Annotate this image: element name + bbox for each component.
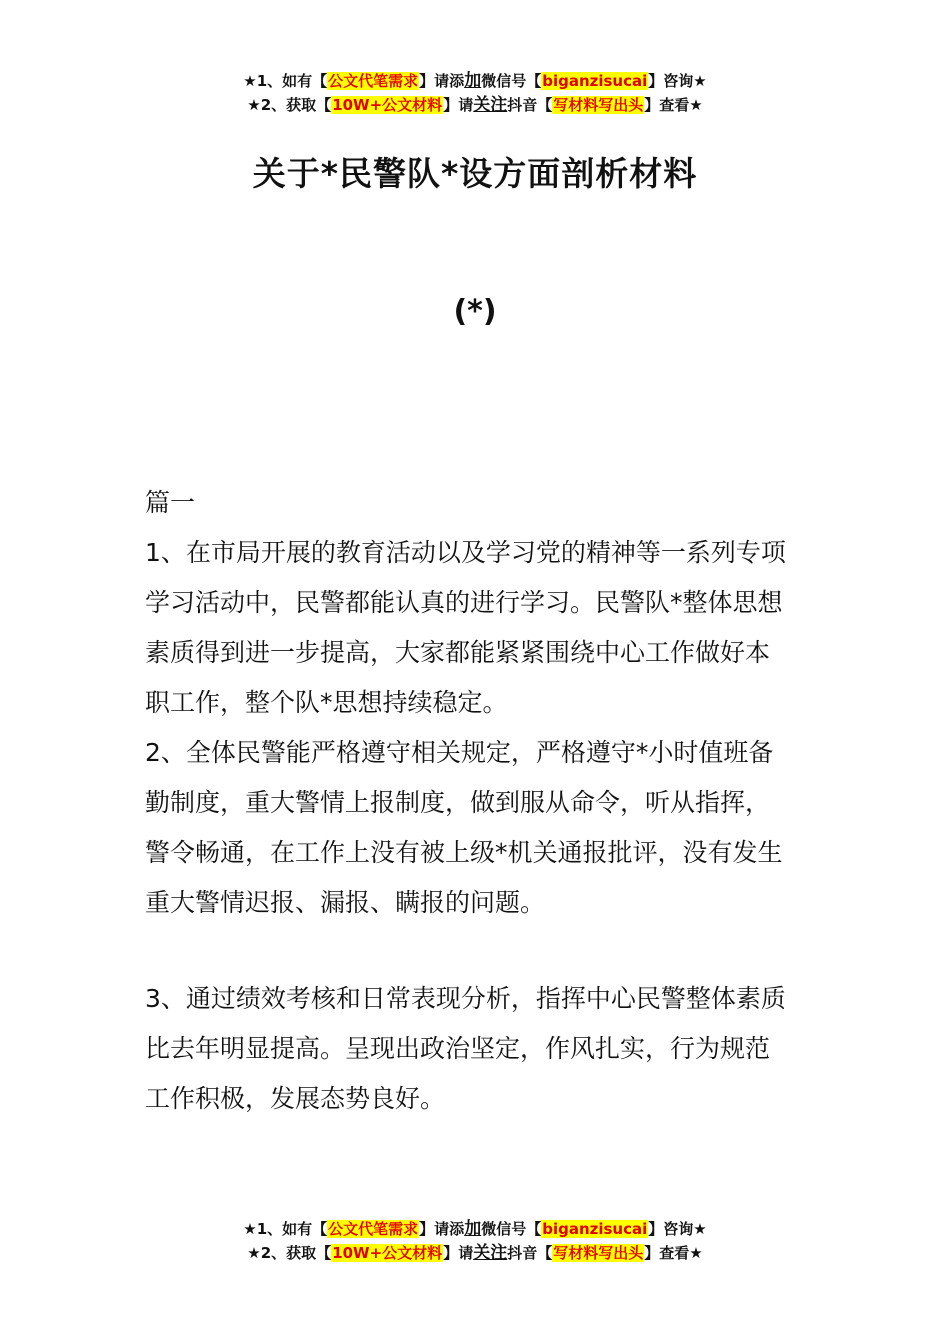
banner-text: ★2、获取【	[247, 1244, 332, 1262]
footer-banner	[0, 1217, 950, 1265]
banner-line-2	[0, 93, 950, 117]
banner-text: 微信号【	[481, 1220, 542, 1238]
highlight-wechat-id: biganzisucai	[542, 72, 648, 90]
paragraph-line: 1、在市局开展的教育活动以及学习党的精神等一系列专项	[145, 538, 786, 567]
document-title: 关于*民警队*设方面剖析材料	[252, 154, 698, 193]
paragraph-line: 学习活动中，民警都能认真的进行学习。民警队*整体思想	[145, 588, 783, 617]
banner-line-2	[0, 1241, 950, 1265]
banner-line-1	[0, 1217, 950, 1241]
paragraph-line: 职工作，整个队*思想持续稳定。	[145, 688, 508, 717]
banner-text: ★1、如有【	[243, 1220, 328, 1238]
header-banner	[0, 69, 950, 117]
banner-text: 抖音【	[507, 1244, 553, 1262]
banner-underlined-text: 关注	[473, 95, 508, 115]
banner-underlined-text: 加	[464, 1219, 482, 1239]
banner-text: 】请	[443, 96, 474, 114]
highlight-materials: 10W+公文材料	[332, 1244, 443, 1262]
banner-underlined-text: 加	[464, 71, 482, 91]
highlight-ghostwriting: 公文代笔需求	[328, 1220, 419, 1238]
paragraph-2	[145, 728, 810, 928]
banner-text: 】请添	[419, 72, 465, 90]
paragraph-3	[145, 974, 810, 1124]
highlight-ghostwriting: 公文代笔需求	[328, 72, 419, 90]
highlight-douyin-account: 写材料写出头	[553, 1244, 644, 1262]
paragraph-line: 3、通过绩效考核和日常表现分析，指挥中心民警整体素质	[145, 984, 786, 1013]
section-label: 篇一	[145, 488, 196, 517]
document-body	[145, 478, 810, 928]
paragraph-line: 比去年明显提高。呈现出政治坚定，作风扎实，行为规范	[145, 1034, 771, 1063]
banner-text: 】请	[443, 1244, 474, 1262]
banner-text: 】查看★	[644, 96, 703, 114]
paragraph-line: 素质得到进一步提高，大家都能紧紧围绕中心工作做好本	[145, 638, 771, 667]
banner-text: 】请添	[419, 1220, 465, 1238]
highlight-materials: 10W+公文材料	[332, 96, 443, 114]
banner-text: 抖音【	[507, 96, 553, 114]
highlight-douyin-account: 写材料写出头	[553, 96, 644, 114]
highlight-wechat-id: biganzisucai	[542, 1220, 648, 1238]
banner-text: 】咨询★	[648, 1220, 707, 1238]
banner-underlined-text: 关注	[473, 1243, 508, 1263]
paragraph-1	[145, 528, 810, 728]
paragraph-line: 警令畅通，在工作上没有被上级*机关通报批评，没有发生	[145, 838, 783, 867]
paragraph-line: 工作积极，发展态势良好。	[145, 1084, 446, 1113]
banner-text: ★1、如有【	[243, 72, 328, 90]
document-subtitle: (*)	[453, 294, 497, 329]
paragraph-line: 勤制度，重大警情上报制度，做到服从命令，听从指挥，	[145, 788, 771, 817]
banner-text: 】咨询★	[648, 72, 707, 90]
banner-line-1	[0, 69, 950, 93]
banner-text: 微信号【	[481, 72, 542, 90]
paragraph-line: 2、全体民警能严格遵守相关规定，严格遵守*小时值班备	[145, 738, 774, 767]
paragraph-line: 重大警情迟报、漏报、瞒报的问题。	[145, 888, 546, 917]
banner-text: 】查看★	[644, 1244, 703, 1262]
banner-text: ★2、获取【	[247, 96, 332, 114]
